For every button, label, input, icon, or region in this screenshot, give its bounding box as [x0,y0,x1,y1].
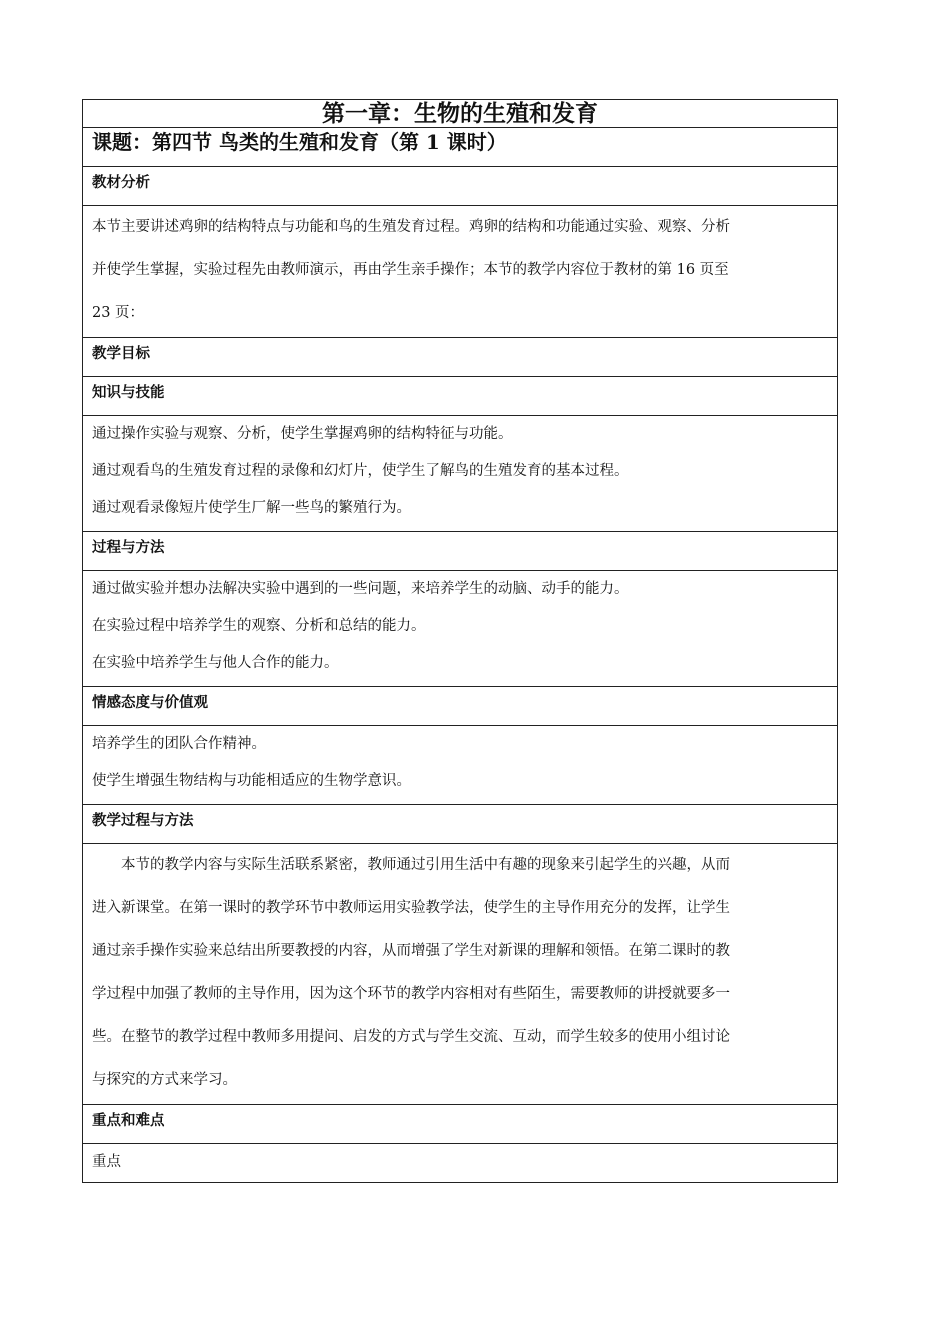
text-line: 23 页： [92,305,145,321]
process-body [83,571,838,687]
text-line: 与探究的方式来学习。 [92,1072,237,1088]
keypoints-heading: 重点和难点 [83,1105,838,1144]
goals-heading: 教学目标 [83,338,838,377]
knowledge-heading: 知识与技能 [83,377,838,416]
text-line: 通过观看录像短片使学生厂解一些鸟的繁殖行为。 [92,500,411,516]
keypoints-body [83,1144,838,1183]
text-line: 本节的教学内容与实际生活联系紧密，教师通过引用生活中有趣的现象来引起学生的兴趣，从而 [121,857,730,873]
text-line: 重点 [92,1154,121,1170]
text-line: 些。在整节的教学过程中教师多用提问、启发的方式与学生交流、互动，而学生较多的使用小组讨论 [92,1029,730,1045]
text-line: 通过亲手操作实验来总结出所要教授的内容，从而增强了学生对新课的理解和领悟。在第二课时的教 [92,943,730,959]
knowledge-body [83,416,838,532]
text-line: 培养学生的团队合作精神。 [92,736,266,752]
teaching-heading: 教学过程与方法 [83,805,838,844]
chapter-title: 第一章：生物的生殖和发育 [83,100,838,128]
text-line: 通过观看鸟的生殖发育过程的录像和幻灯片，使学生了解鸟的生殖发育的基本过程。 [92,463,629,479]
text-line: 进入新课堂。在第一课时的教学环节中教师运用实验教学法，使学生的主导作用充分的发挥，让学生 [92,900,730,916]
process-heading: 过程与方法 [83,532,838,571]
text-line: 使学生增强生物结构与功能相适应的生物学意识。 [92,773,411,789]
text-line: 通过做实验并想办法解决实验中遇到的一些问题，来培养学生的动脑、动手的能力。 [92,581,629,597]
text-line: 在实验过程中培养学生的观察、分析和总结的能力。 [92,618,426,634]
lesson-plan-table [82,99,838,1183]
text-line: 通过操作实验与观察、分析，使学生掌握鸡卵的结构特征与功能。 [92,426,513,442]
attitude-body [83,726,838,805]
materials-heading: 教材分析 [83,167,838,206]
attitude-heading: 情感态度与价值观 [83,687,838,726]
text-line: 学过程中加强了教师的主导作用，因为这个环节的教学内容相对有些陌生，需要教师的讲授就要多一 [92,986,730,1002]
text-line: 本节主要讲述鸡卵的结构特点与功能和鸟的生殖发育过程。鸡卵的结构和功能通过实验、观察、分析 [92,219,730,235]
teaching-body [83,844,838,1105]
text-line: 在实验中培养学生与他人合作的能力。 [92,655,339,671]
materials-body [83,206,838,338]
text-line: 并使学生掌握，实验过程先由教师演示，再由学生亲手操作；本节的教学内容位于教材的第 16 页至 [92,262,729,278]
lesson-title: 课题：第四节 鸟类的生殖和发育（第 1 课时） [83,128,838,167]
